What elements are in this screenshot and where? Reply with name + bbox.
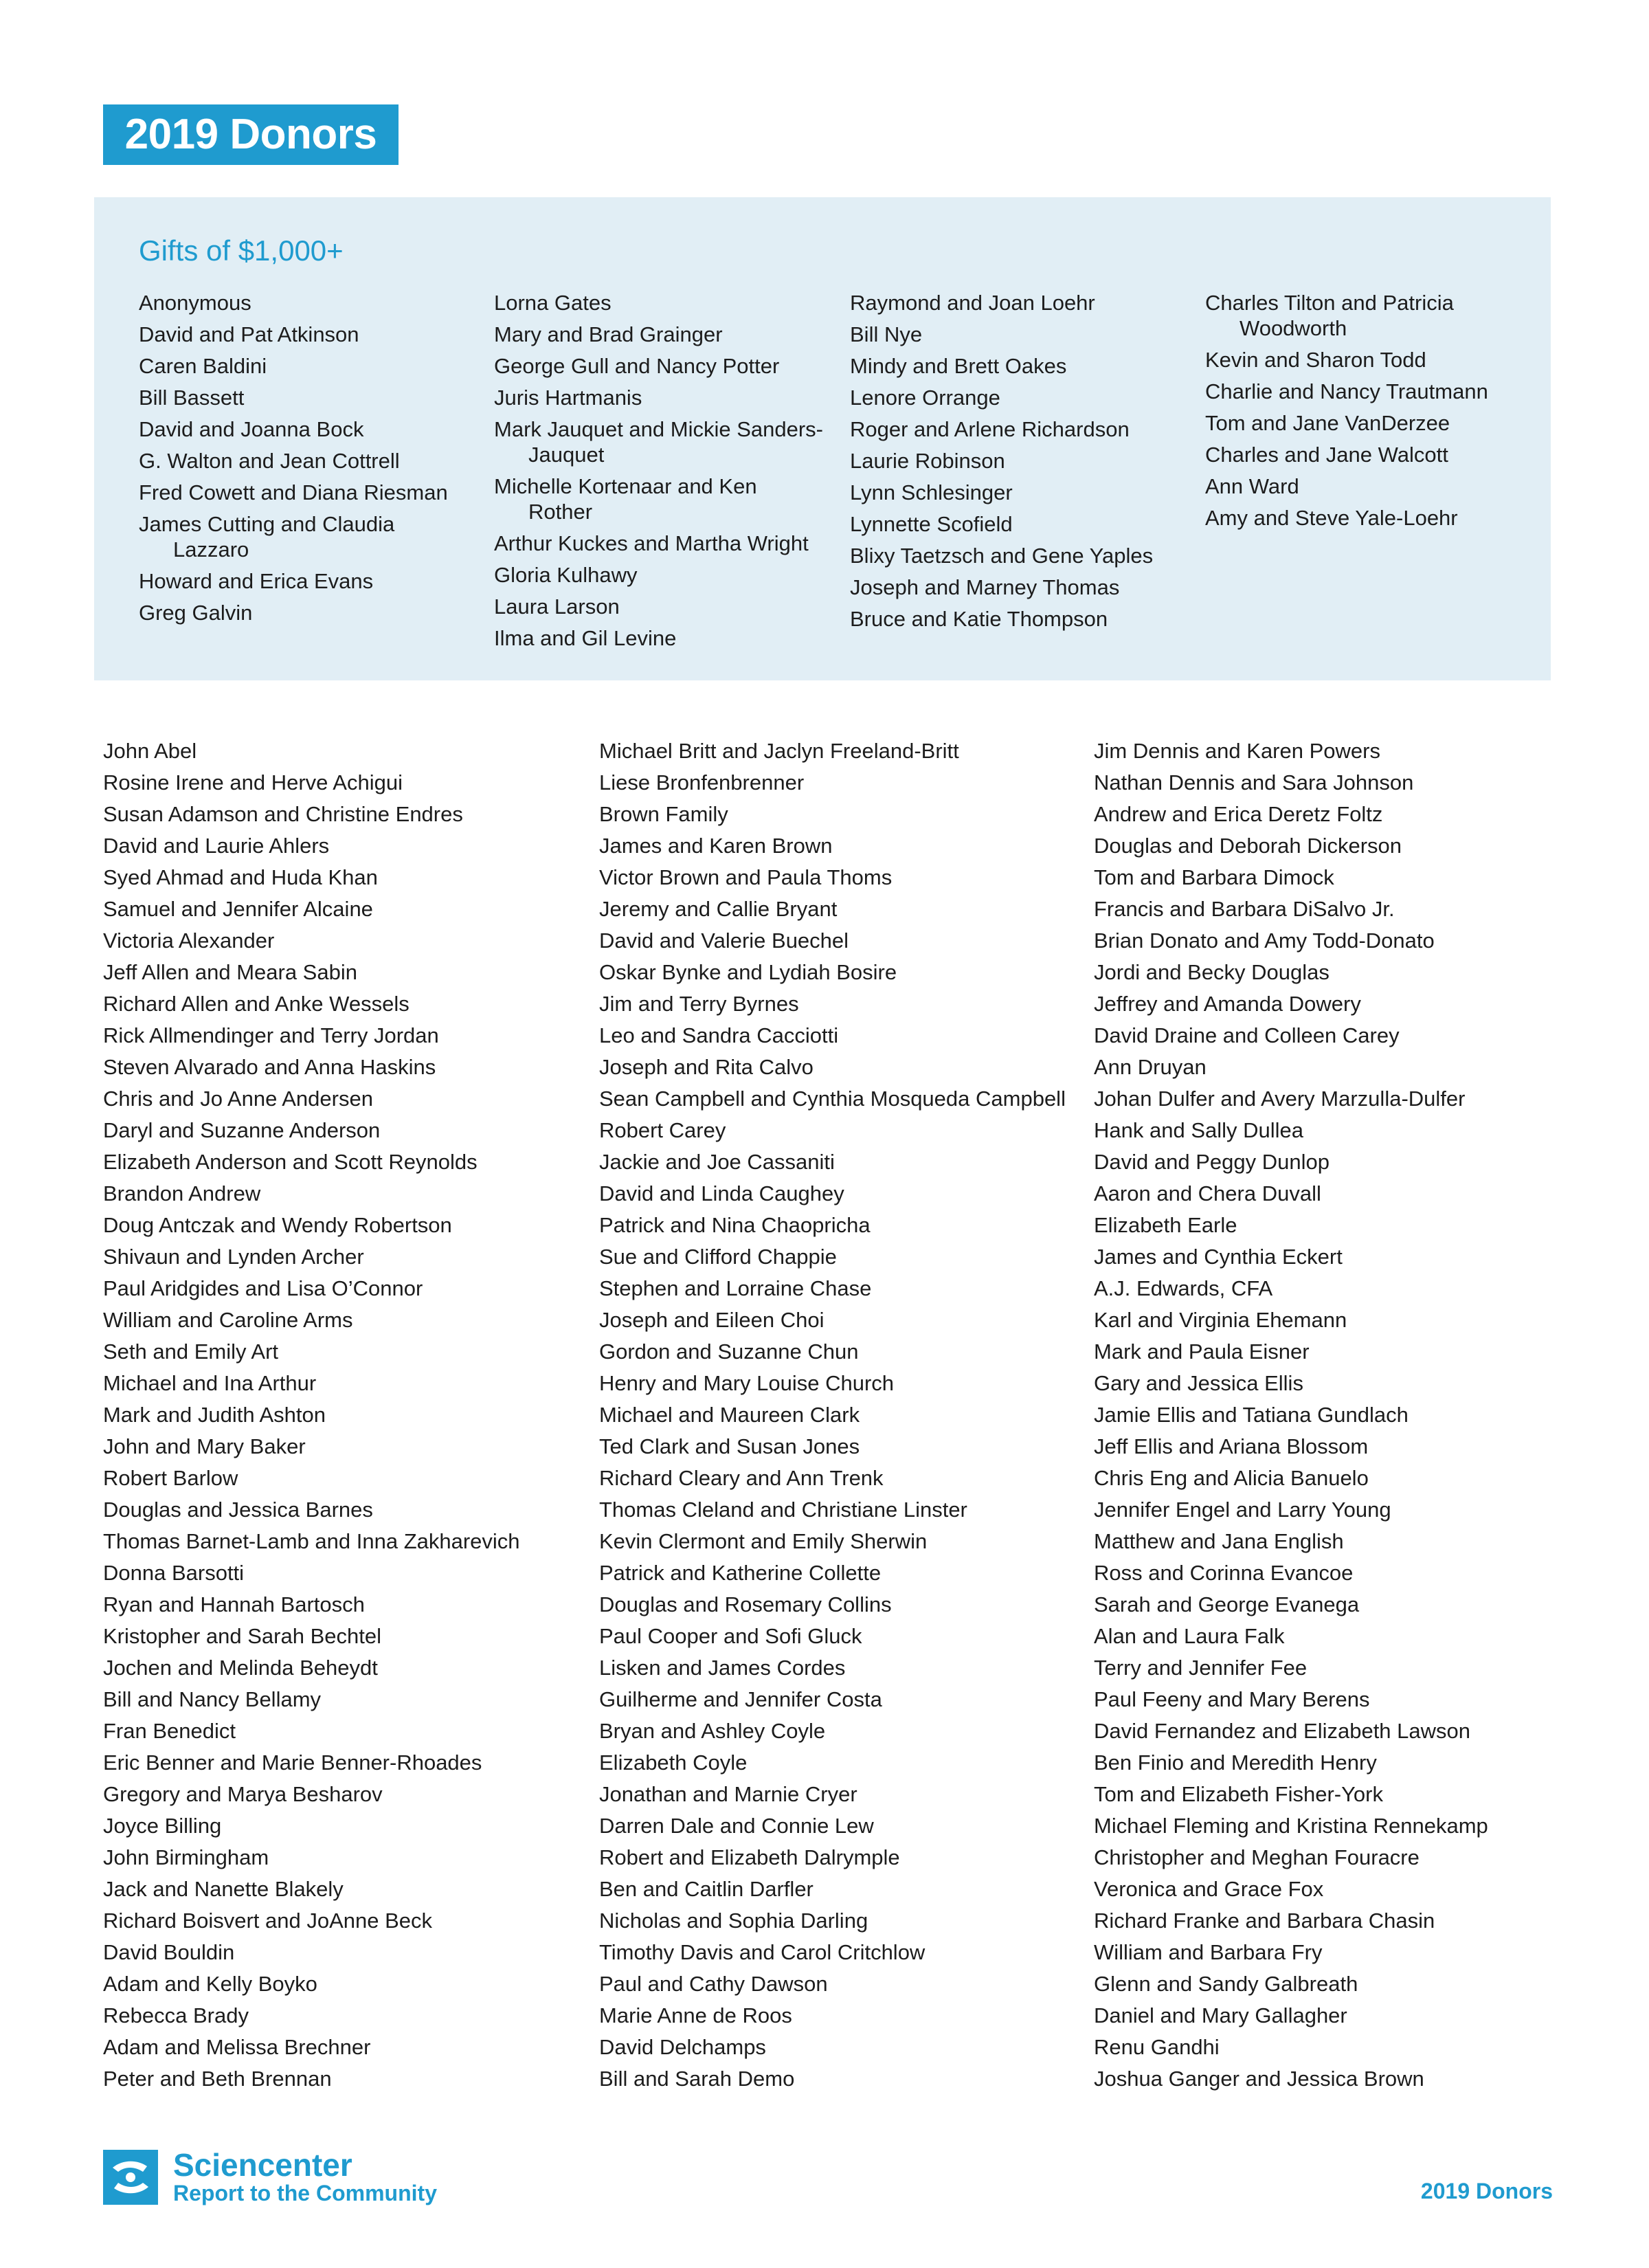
donor-name: Bill and Nancy Bellamy [103,1687,322,1711]
donor-name: Michael Britt and Jaclyn Freeland-Britt [599,739,959,763]
donor-name: Darren Dale and Connie Lew [599,1814,874,1838]
donor-name: Ben Finio and Meredith Henry [1094,1750,1377,1775]
donor-name: Ted Clark and Susan Jones [599,1434,860,1458]
donor-name: G. Walton and Jean Cottrell [139,449,400,473]
donor-column-1 [103,735,584,2095]
donor-name: Victor Brown and Paula Thoms [599,865,893,889]
donor-name: Ross and Corinna Evancoe [1094,1561,1354,1585]
donor-name: Greg Galvin [139,601,253,625]
donor-name: Anonymous [139,291,251,315]
donor-name: Fred Cowett and Diana Riesman [139,480,448,504]
donor-name: Henry and Mary Louise Church [599,1371,895,1395]
donor-name: Douglas and Rosemary Collins [599,1592,892,1616]
donor-name: Eric Benner and Marie Benner-Rhoades [103,1750,482,1775]
donor-name: Donna Barsotti [103,1561,245,1585]
donor-name: Charles Tilton and Patricia Woodworth [1205,291,1454,340]
footer-section-label: 2019 Donors [1420,2179,1553,2203]
donor-name: Richard Franke and Barbara Chasin [1094,1909,1435,1933]
donor-name: Veronica and Grace Fox [1094,1877,1324,1901]
donor-name: Jim and Terry Byrnes [599,992,799,1016]
donor-name: Paul Aridgides and Lisa O’Connor [103,1276,423,1300]
donor-name: Mindy and Brett Oakes [850,354,1067,378]
donor-name: Chris Eng and Alicia Banuelo [1094,1466,1369,1490]
donor-name: Patrick and Nina Chaopricha [599,1213,871,1237]
donor-name: James and Karen Brown [599,834,833,858]
donor-name: Jackie and Joe Cassaniti [599,1150,835,1174]
donor-name: Joseph and Eileen Choi [599,1308,824,1332]
donor-name: Daniel and Mary Gallagher [1094,2003,1347,2027]
donor-name: Kristopher and Sarah Bechtel [103,1624,381,1648]
donor-name: Lisken and James Cordes [599,1656,846,1680]
donor-name: Jeff Allen and Meara Sabin [103,960,357,984]
footer-brand [173,2147,437,2206]
donor-name: Victoria Alexander [103,929,275,953]
donor-name: Matthew and Jana English [1094,1529,1344,1553]
donor-name: Bill Nye [850,322,923,346]
donor-name: David Draine and Colleen Carey [1094,1023,1400,1047]
donor-name: Christopher and Meghan Fouracre [1094,1845,1420,1869]
donor-name: Seth and Emily Art [103,1339,279,1364]
donor-name: Andrew and Erica Deretz Foltz [1094,802,1383,826]
donor-name: Jim Dennis and Karen Powers [1094,739,1380,763]
page-title: 2019 Donors [103,104,399,165]
donor-name: Kevin and Sharon Todd [1205,348,1426,372]
donor-name: Lenore Orrange [850,386,1000,410]
donor-name: A.J. Edwards, CFA [1094,1276,1273,1300]
donor-name: David Delchamps [599,2035,766,2059]
donor-name: Michael and Maureen Clark [599,1403,860,1427]
donor-name: Patrick and Katherine Collette [599,1561,882,1585]
donor-name: Rick Allmendinger and Terry Jordan [103,1023,439,1047]
donor-name: George Gull and Nancy Potter [494,354,780,378]
donor-name: Thomas Cleland and Christiane Linster [599,1498,967,1522]
donor-name: Raymond and Joan Loehr [850,291,1095,315]
donor-name: Jonathan and Marnie Cryer [599,1782,857,1806]
donor-name: William and Caroline Arms [103,1308,353,1332]
donor-column-2 [599,735,1080,2095]
donor-name: Ann Ward [1205,474,1299,498]
donor-name: Amy and Steve Yale-Loehr [1205,506,1458,530]
donor-name: Timothy Davis and Carol Critchlow [599,1940,926,1964]
donor-name: Lorna Gates [494,291,612,315]
donor-name: Elizabeth Anderson and Scott Reynolds [103,1150,478,1174]
donor-name: Johan Dulfer and Avery Marzulla-Dulfer [1094,1087,1466,1111]
donor-name: Mark and Paula Eisner [1094,1339,1310,1364]
donor-name: Rebecca Brady [103,2003,249,2027]
donor-name: Laura Larson [494,594,620,619]
donor-name: Samuel and Jennifer Alcaine [103,897,373,921]
donor-name: Richard Boisvert and JoAnne Beck [103,1909,433,1933]
donor-name: Sean Campbell and Cynthia Mosqueda Campbell [599,1087,1066,1111]
donor-name: Nicholas and Sophia Darling [599,1909,868,1933]
donor-name: Jeff Ellis and Ariana Blossom [1094,1434,1369,1458]
donor-name: Alan and Laura Falk [1094,1624,1285,1648]
donor-name: Stephen and Lorraine Chase [599,1276,872,1300]
donor-name: Tom and Barbara Dimock [1094,865,1334,889]
donor-name: Jack and Nanette Blakely [103,1877,344,1901]
donor-name: Elizabeth Coyle [599,1750,748,1775]
donor-name: Jeffrey and Amanda Dowery [1094,992,1361,1016]
donor-name: Terry and Jennifer Fee [1094,1656,1308,1680]
donor-name: Juris Hartmanis [494,386,642,410]
donor-name: Chris and Jo Anne Andersen [103,1087,373,1111]
donor-name: Douglas and Jessica Barnes [103,1498,373,1522]
donor-name: Daryl and Suzanne Anderson [103,1118,381,1142]
donor-name: Laurie Robinson [850,449,1005,473]
donor-name: Syed Ahmad and Huda Khan [103,865,378,889]
donor-name: David Bouldin [103,1940,235,1964]
brand-subtitle: Report to the Community [173,2181,437,2205]
donor-name: Jamie Ellis and Tatiana Gundlach [1094,1403,1409,1427]
donor-name: Liese Bronfenbrenner [599,770,805,794]
donor-name: Ilma and Gil Levine [494,626,677,650]
donor-name: Shivaun and Lynden Archer [103,1245,364,1269]
donor-name: Michelle Kortenaar and Ken Rother [494,474,757,524]
donor-name: James and Cynthia Eckert [1094,1245,1343,1269]
tier-column-1 [139,290,469,632]
tier-panel [94,197,1551,680]
donor-name: John and Mary Baker [103,1434,306,1458]
donor-name: Joyce Billing [103,1814,222,1838]
donor-name: John Abel [103,739,197,763]
donor-name: Mark and Judith Ashton [103,1403,326,1427]
donor-name: Robert Carey [599,1118,726,1142]
donor-name: Glenn and Sandy Galbreath [1094,1972,1358,1996]
donor-name: Charlie and Nancy Trautmann [1205,379,1488,403]
donor-name: Paul Feeny and Mary Berens [1094,1687,1370,1711]
tier-column-2 [494,290,824,657]
donor-name: Joseph and Marney Thomas [850,575,1120,599]
donor-name: Richard Allen and Anke Wessels [103,992,410,1016]
donor-name: David and Laurie Ahlers [103,834,330,858]
donor-name: Jeremy and Callie Bryant [599,897,838,921]
donor-name: Thomas Barnet-Lamb and Inna Zakharevich [103,1529,520,1553]
donor-name: David and Valerie Buechel [599,929,849,953]
donor-name: Brown Family [599,802,728,826]
donor-name: Adam and Kelly Boyko [103,1972,317,1996]
donor-name: Doug Antczak and Wendy Robertson [103,1213,452,1237]
donor-name: Nathan Dennis and Sara Johnson [1094,770,1414,794]
donor-name: James Cutting and Claudia Lazzaro [139,512,395,562]
donor-name: Peter and Beth Brennan [103,2067,332,2091]
donor-name: Rosine Irene and Herve Achigui [103,770,403,794]
donor-name: Kevin Clermont and Emily Sherwin [599,1529,928,1553]
donor-name: David and Peggy Dunlop [1094,1150,1330,1174]
donor-name: Charles and Jane Walcott [1205,443,1448,467]
donor-name: Howard and Erica Evans [139,569,374,593]
donor-name: Lynnette Scofield [850,512,1013,536]
donor-name: Sue and Clifford Chappie [599,1245,837,1269]
donor-name: Michael Fleming and Kristina Rennekamp [1094,1814,1488,1838]
donor-name: Aaron and Chera Duvall [1094,1181,1321,1205]
donor-name: Jennifer Engel and Larry Young [1094,1498,1391,1522]
donor-name: Robert and Elizabeth Dalrymple [599,1845,900,1869]
donor-name: Steven Alvarado and Anna Haskins [103,1055,436,1079]
donor-name: Douglas and Deborah Dickerson [1094,834,1402,858]
donor-name: Gloria Kulhawy [494,563,638,587]
donor-name: John Birmingham [103,1845,269,1869]
donor-name: Ryan and Hannah Bartosch [103,1592,365,1616]
donor-name: Brandon Andrew [103,1181,261,1205]
donor-name: Joseph and Rita Calvo [599,1055,814,1079]
donor-name: Mary and Brad Grainger [494,322,723,346]
donor-name: Roger and Arlene Richardson [850,417,1130,441]
donor-name: Renu Gandhi [1094,2035,1220,2059]
tier-column-4 [1205,290,1535,537]
donor-name: William and Barbara Fry [1094,1940,1323,1964]
donor-name: Bill Bassett [139,386,245,410]
donor-name: Michael and Ina Arthur [103,1371,317,1395]
donor-name: Paul Cooper and Sofi Gluck [599,1624,862,1648]
donor-name: Caren Baldini [139,354,267,378]
donor-name: Joshua Ganger and Jessica Brown [1094,2067,1424,2091]
donor-name: Jochen and Melinda Beheydt [103,1656,378,1680]
donor-name: Karl and Virginia Ehemann [1094,1308,1347,1332]
donor-name: Ann Druyan [1094,1055,1207,1079]
tier-heading: Gifts of $1,000+ [139,234,344,267]
donor-name: Bruce and Katie Thompson [850,607,1108,631]
donor-name: Lynn Schlesinger [850,480,1013,504]
donor-name: Tom and Jane VanDerzee [1205,411,1450,435]
donor-column-3 [1094,735,1575,2095]
donor-name: Jordi and Becky Douglas [1094,960,1330,984]
donor-name: Francis and Barbara DiSalvo Jr. [1094,897,1395,921]
donor-name: Blixy Taetzsch and Gene Yaples [850,544,1154,568]
donor-name: Fran Benedict [103,1719,236,1743]
donor-name: Hank and Sally Dullea [1094,1118,1304,1142]
brand-name: Sciencenter [173,2147,352,2183]
donor-name: Bill and Sarah Demo [599,2067,795,2091]
donor-name: Gary and Jessica Ellis [1094,1371,1303,1395]
donor-name: Tom and Elizabeth Fisher-York [1094,1782,1383,1806]
donor-name: Richard Cleary and Ann Trenk [599,1466,884,1490]
tier-column-3 [850,290,1180,638]
donor-name: Oskar Bynke and Lydiah Bosire [599,960,897,984]
donor-name: Mark Jauquet and Mickie Sanders-Jauquet [494,417,824,467]
donor-name: Gordon and Suzanne Chun [599,1339,859,1364]
donor-name: Leo and Sandra Cacciotti [599,1023,839,1047]
donor-name: Guilherme and Jennifer Costa [599,1687,882,1711]
donor-name: Gregory and Marya Besharov [103,1782,383,1806]
donor-name: Arthur Kuckes and Martha Wright [494,531,809,555]
donor-name: Susan Adamson and Christine Endres [103,802,463,826]
donor-name: Ben and Caitlin Darfler [599,1877,814,1901]
donor-name: David and Linda Caughey [599,1181,844,1205]
donor-name: Sarah and George Evanega [1094,1592,1360,1616]
donor-name: Elizabeth Earle [1094,1213,1237,1237]
donor-name: Paul and Cathy Dawson [599,1972,828,1996]
donor-name: David Fernandez and Elizabeth Lawson [1094,1719,1471,1743]
donor-name: Adam and Melissa Brechner [103,2035,371,2059]
donor-name: Robert Barlow [103,1466,238,1490]
donor-name: David and Pat Atkinson [139,322,359,346]
donor-name: David and Joanna Bock [139,417,364,441]
donor-name: Brian Donato and Amy Todd-Donato [1094,929,1435,953]
donor-name: Bryan and Ashley Coyle [599,1719,826,1743]
sciencenter-logo-icon [103,2150,158,2205]
donor-name: Marie Anne de Roos [599,2003,792,2027]
